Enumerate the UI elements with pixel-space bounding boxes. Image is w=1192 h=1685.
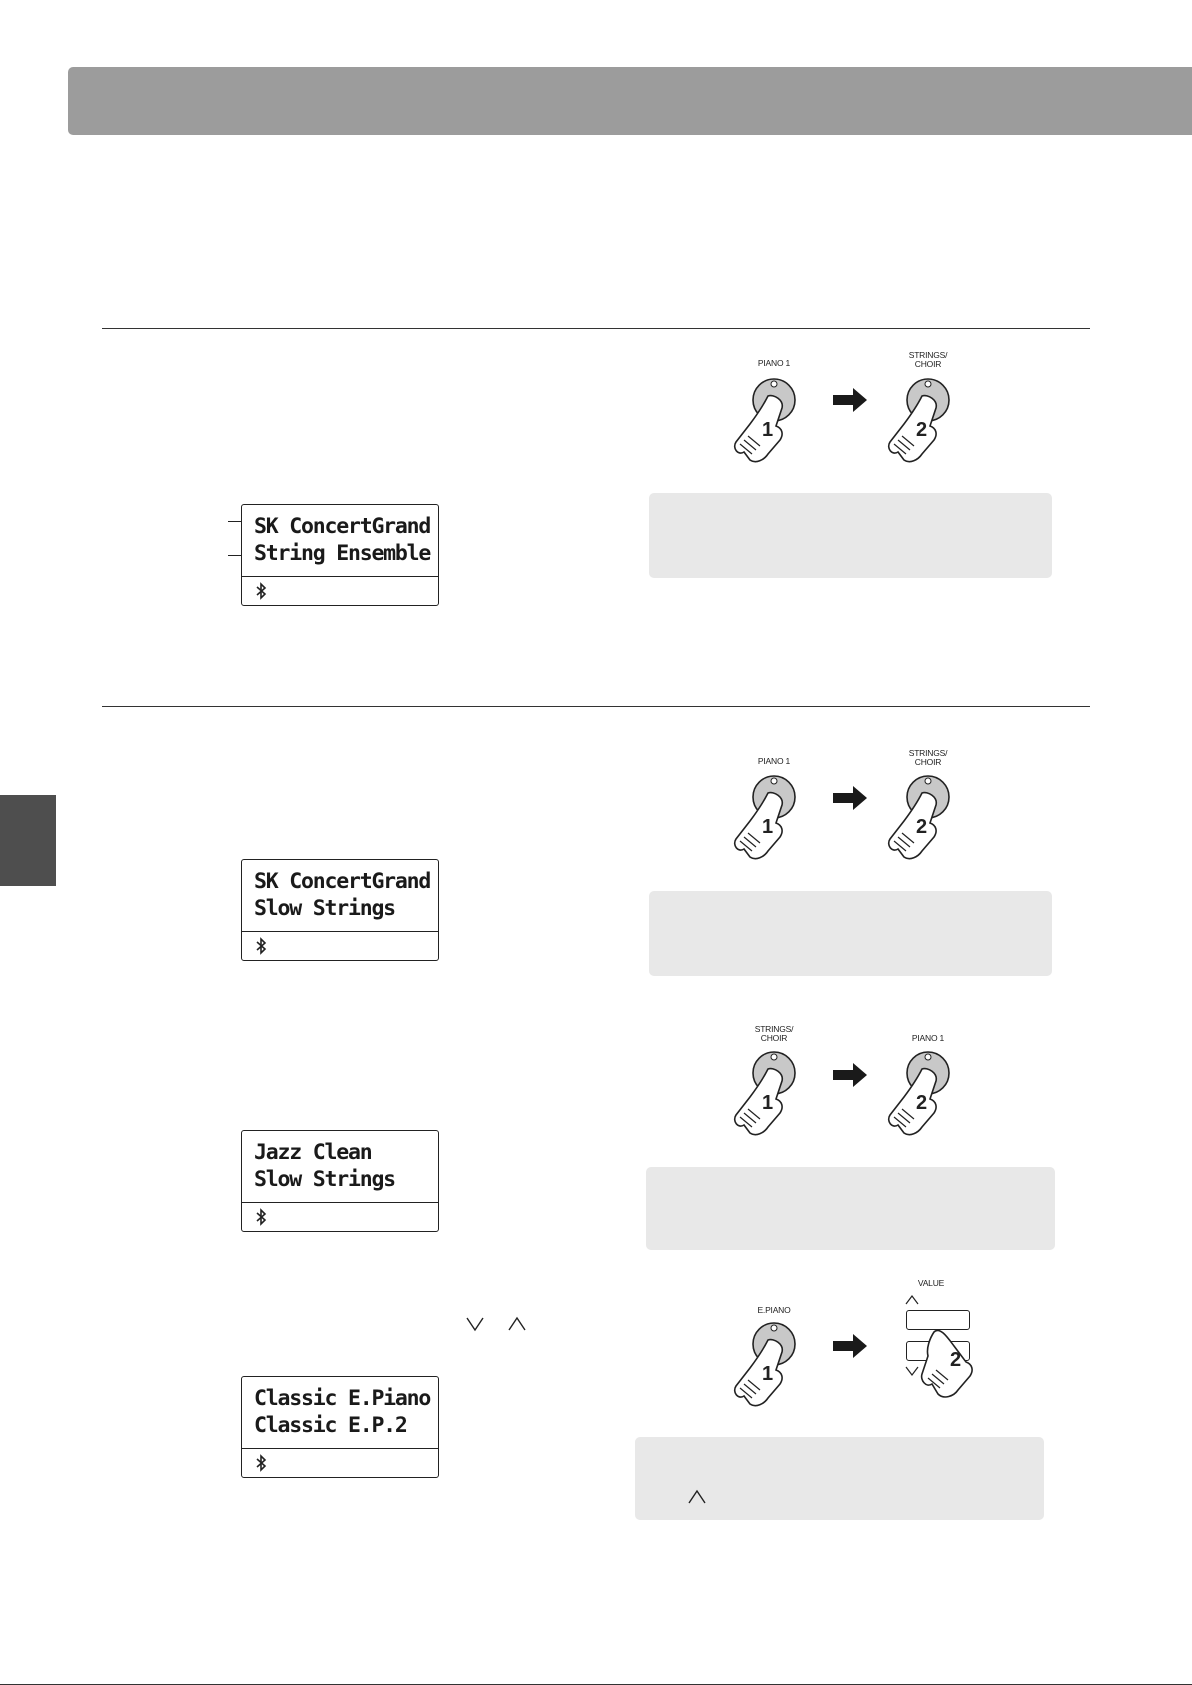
lcd-separator — [242, 576, 438, 577]
lcd-display-1 — [241, 504, 439, 606]
section-divider-2 — [102, 706, 1090, 707]
button-label-strings-choir: STRINGS/ CHOIR — [754, 1024, 794, 1043]
note-box-4 — [635, 1437, 1044, 1520]
pointing-hand-icon — [724, 771, 824, 861]
section-header-bar — [68, 67, 1192, 135]
note-box-2 — [649, 891, 1052, 976]
bluetooth-icon — [254, 1454, 268, 1472]
chevron-up-icon — [902, 1293, 922, 1307]
lcd-line-1: Classic E.Piano — [254, 1386, 431, 1411]
chevron-up-icon — [687, 1489, 707, 1505]
lcd-line-1: Jazz Clean — [254, 1140, 372, 1165]
button-label-piano1: PIANO 1 — [757, 756, 791, 766]
right-arrow-icon — [833, 388, 867, 412]
svg-text:1: 1 — [762, 1363, 774, 1385]
lcd-line-2: String Ensemble — [254, 541, 431, 566]
lcd-line-2: Slow Strings — [254, 896, 395, 921]
chapter-side-tab — [0, 795, 56, 886]
lcd-line-1: SK ConcertGrand — [254, 514, 431, 539]
lcd-separator — [242, 931, 438, 932]
lcd-line-1: SK ConcertGrand — [254, 869, 431, 894]
pointing-hand-icon — [724, 1318, 824, 1408]
svg-text:1: 1 — [762, 816, 774, 838]
pointing-hand-icon — [878, 1047, 978, 1137]
lcd-line-2: Slow Strings — [254, 1167, 395, 1192]
button-label-strings-choir: STRINGS/ CHOIR — [908, 748, 948, 767]
pointing-hand-icon — [916, 1318, 996, 1402]
svg-text:1: 1 — [762, 419, 774, 441]
lcd-separator — [242, 1202, 438, 1203]
bluetooth-icon — [254, 937, 268, 955]
lcd-line-2: Classic E.P.2 — [254, 1413, 407, 1438]
bluetooth-icon — [254, 1208, 268, 1226]
pointing-hand-icon — [724, 1047, 824, 1137]
button-label-piano1: PIANO 1 — [757, 358, 791, 368]
bluetooth-icon — [254, 582, 268, 600]
note-box-3 — [646, 1167, 1055, 1250]
button-label-strings-choir: STRINGS/ CHOIR — [908, 350, 948, 369]
pointing-hand-icon — [878, 771, 978, 861]
svg-text:2: 2 — [916, 419, 928, 441]
chevron-up-icon — [507, 1316, 527, 1332]
right-arrow-icon — [833, 1334, 867, 1358]
lcd-display-4 — [241, 1376, 439, 1478]
button-label-value: VALUE — [917, 1278, 945, 1288]
pointing-hand-icon — [724, 374, 824, 464]
svg-text:2: 2 — [916, 816, 928, 838]
lcd-separator — [242, 1448, 438, 1449]
button-label-piano1: PIANO 1 — [911, 1033, 945, 1043]
lcd-display-2 — [241, 859, 439, 961]
svg-text:1: 1 — [762, 1092, 774, 1114]
svg-text:2: 2 — [916, 1092, 928, 1114]
right-arrow-icon — [833, 1063, 867, 1087]
section-divider-1 — [102, 328, 1090, 329]
note-box-1 — [649, 493, 1052, 578]
lcd-display-3 — [241, 1130, 439, 1232]
pointing-hand-icon — [878, 374, 978, 464]
button-label-e-piano: E.PIANO — [757, 1305, 791, 1315]
chevron-down-icon — [465, 1316, 485, 1332]
svg-text:2: 2 — [950, 1349, 962, 1371]
right-arrow-icon — [833, 786, 867, 810]
